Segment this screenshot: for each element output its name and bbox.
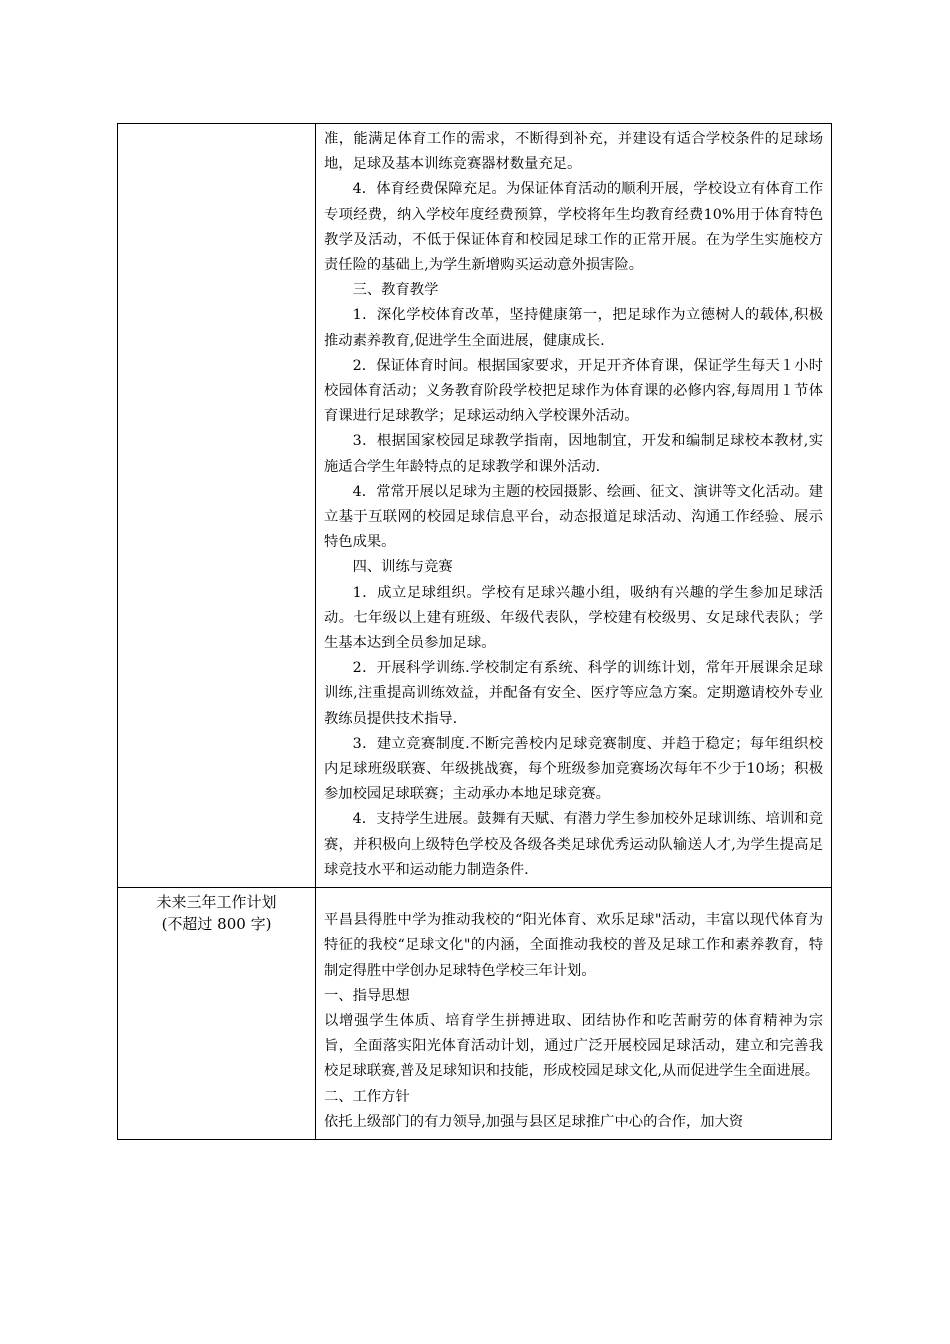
label-cell-empty bbox=[118, 124, 316, 888]
paragraph: 3．建立竞赛制度.不断完善校内足球竞赛制度、并趋于稳定；每年组织校内足球班级联赛、年级挑战赛，每个班级参加竞赛场次每年不少于10场；积极参加校园足球联赛；主动承办本地足球竞赛。 bbox=[324, 735, 823, 803]
paragraph: 依托上级部门的有力领导,加强与县区足球推广中心的合作，加大资 bbox=[324, 1113, 744, 1130]
section-heading: 四、训练与竞赛 bbox=[352, 559, 453, 576]
paragraph: 3．根据国家校园足球教学指南，因地制宜，开发和编制足球校本教材,实施适合学生年龄特点的足球教学和课外活动. bbox=[324, 433, 823, 475]
content-cell-three-year-plan bbox=[316, 888, 832, 1140]
table-row bbox=[118, 124, 832, 888]
paragraph: 2．保证体育时间。根据国家要求，开足开齐体育课，保证学生每天１小时校园体育活动；义务教育阶段学校把足球作为体育课的必修内容,每周用１节体育课进行足球教学；足球运动纳入学校课外活动。 bbox=[324, 357, 823, 425]
row-label-word-limit: (不超过 800 字) bbox=[161, 915, 272, 934]
paragraph: 1．深化学校体育改革，坚持健康第一，把足球作为立德树人的载体,积极推动素养教育,促进学生全面进展，健康成长. bbox=[324, 307, 823, 349]
application-form-table bbox=[117, 123, 832, 1140]
work-measures-text bbox=[316, 124, 831, 887]
section-heading: 二、工作方针 bbox=[324, 1088, 410, 1105]
three-year-plan-text bbox=[316, 888, 831, 1139]
paragraph: 准，能满足体育工作的需求，不断得到补充，并建设有适合学校条件的足球场地，足球及基本训练竞赛器材数量充足。 bbox=[324, 131, 823, 173]
paragraph: 平昌县得胜中学为推动我校的“阳光体育、欢乐足球"活动，丰富以现代体育为特征的我校“足球文化"的内涵，全面推动我校的普及足球工作和素养教育，特制定得胜中学创办足球特色学校三年计划。 bbox=[324, 912, 823, 979]
content-cell-work-measures bbox=[316, 124, 832, 888]
paragraph: 1．成立足球组织。学校有足球兴趣小组，吸纳有兴趣的学生参加足球活动。七年级以上建有班级、年级代表队，学校建有校级男、女足球代表队；学生基本达到全员参加足球。 bbox=[324, 584, 823, 652]
row-label-title: 未来三年工作计划 bbox=[156, 893, 277, 912]
label-cell-three-year-plan bbox=[118, 888, 316, 1140]
paragraph: 4．支持学生进展。鼓舞有天赋、有潜力学生参加校外足球训练、培训和竞赛，并积极向上级特色学校及各级各类足球优秀运动队输送人才,为学生提高足球竞技水平和运动能力制造条件. bbox=[324, 811, 823, 878]
paragraph: 4．体育经费保障充足。为保证体育活动的顺利开展，学校设立有体育工作专项经费，纳入学校年度经费预算，学校将年生均教育经费10%用于体育特色教学及活动，不低于保证体育和校园足球工作的正常开展。在为学生实施校方责任险的基础上,为学生新增购买运动意外损害险。 bbox=[324, 181, 823, 274]
row-label bbox=[118, 888, 315, 935]
paragraph: 以增强学生体质、培育学生拼搏进取、团结协作和吃苦耐劳的体育精神为宗旨，全面落实阳光体育活动计划，通过广泛开展校园足球活动，建立和完善我校足球联赛,普及足球知识和技能，形成校园足球文化,从而促进学生全面进展。 bbox=[324, 1012, 823, 1080]
section-heading: 一、指导思想 bbox=[324, 987, 410, 1004]
table-row bbox=[118, 888, 832, 1140]
paragraph: 4．常常开展以足球为主题的校园摄影、绘画、征文、演讲等文化活动。建立基于互联网的校园足球信息平台，动态报道足球活动、沟通工作经验、展示特色成果。 bbox=[324, 483, 823, 551]
paragraph: 2．开展科学训练.学校制定有系统、科学的训练计划，常年开展课余足球训练,注重提高训练效益，并配备有安全、医疗等应急方案。定期邀请校外专业教练员提供技术指导. bbox=[324, 660, 823, 727]
section-heading: 三、教育教学 bbox=[352, 282, 439, 299]
